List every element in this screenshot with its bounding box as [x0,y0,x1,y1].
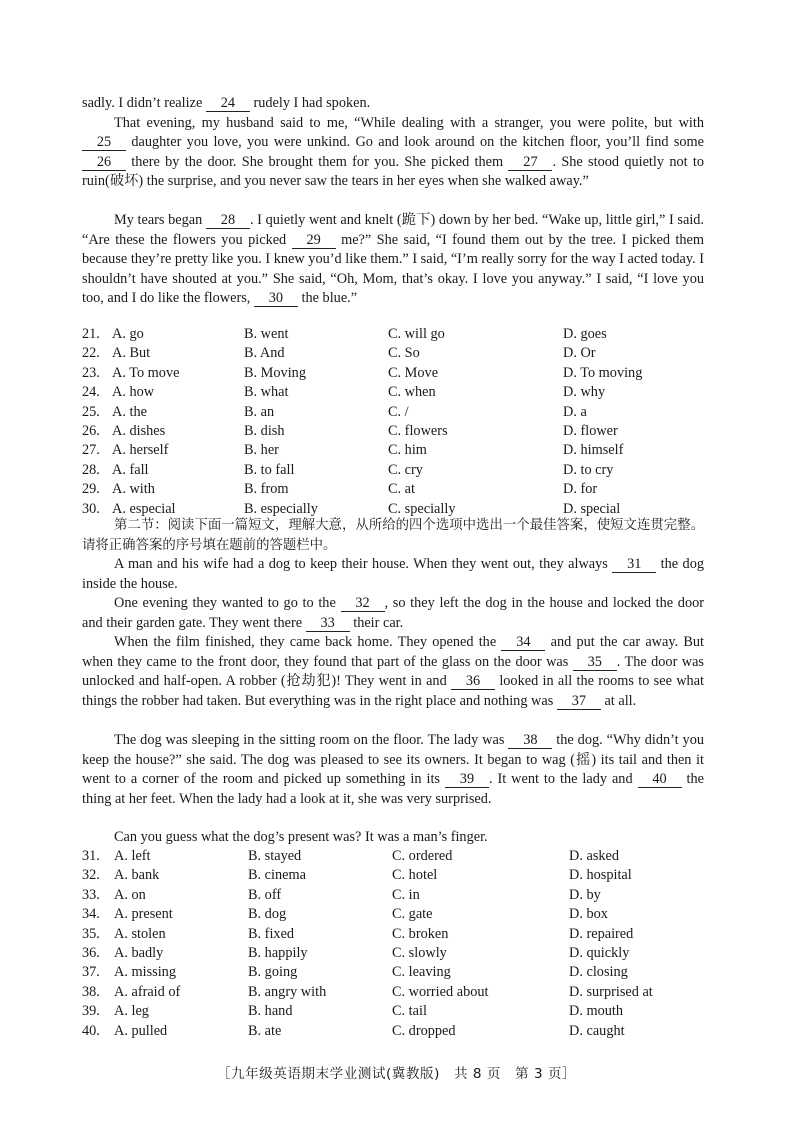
option-b[interactable]: B. from [244,481,289,498]
option-a[interactable]: A. left [114,848,151,864]
option-row-21 [82,325,722,344]
option-c[interactable]: C. in [392,886,420,903]
blank-24[interactable]: 24 [206,96,250,112]
passage1-paragraph-2 [82,114,704,192]
options-31-40 [82,847,722,1041]
blank-27[interactable]: 27 [508,155,552,171]
option-c[interactable]: C. ordered [392,848,453,864]
option-d[interactable]: D. To moving [563,364,643,381]
option-c[interactable]: C. worried about [392,983,489,1000]
question-number: 36. [82,944,100,961]
option-b[interactable]: B. And [244,345,285,362]
option-b[interactable]: B. angry with [248,983,327,1000]
option-c[interactable]: C. will go [388,326,445,342]
question-number: 27. [82,442,100,459]
text: . It went to the lady and [488,771,633,787]
blank-36[interactable]: 36 [451,674,495,690]
option-d[interactable]: D. caught [569,1022,625,1039]
option-row-25 [82,403,722,422]
question-number: 28. [82,461,100,478]
text: the dog inside the house. [82,556,704,592]
option-a[interactable]: A. with [112,481,155,498]
option-c[interactable]: C. at [388,481,416,498]
option-a[interactable]: A. To move [112,364,180,381]
option-c[interactable]: C. broken [392,925,449,942]
option-c[interactable]: C. tail [392,1003,427,1020]
option-c[interactable]: C. flowers [388,422,448,439]
option-a[interactable]: A. herself [112,442,169,459]
text: daughter you love, you were unkind. Go and look around on the kitchen floor, you’ll find some [131,134,704,150]
option-d[interactable]: D. repaired [569,925,634,942]
option-row-28 [82,461,722,480]
option-a[interactable]: A. go [112,326,144,342]
blank-35[interactable]: 35 [573,655,617,671]
question-number: 33. [82,886,100,903]
option-c[interactable]: C. slowly [392,944,447,961]
option-c[interactable]: C. dropped [392,1022,456,1039]
option-d[interactable]: D. hospital [569,867,632,884]
option-row-34 [82,905,722,924]
option-b[interactable]: B. going [248,964,298,981]
option-b[interactable]: B. off [248,886,282,903]
text: the dog. “Why didn’t you keep the house?” she said. The dog was pleased to see its owners. It began to wag (摇) its tail and then it went to a corner of the room and picked up something in its [82,732,704,787]
option-a[interactable]: A. stolen [114,925,166,942]
option-d[interactable]: D. to cry [563,461,614,478]
option-d[interactable]: D. quickly [569,944,630,961]
option-d[interactable]: D. goes [563,326,607,342]
option-d[interactable]: D. box [569,906,608,923]
option-row-29 [82,480,722,499]
option-d[interactable]: D. himself [563,442,624,459]
blank-38[interactable]: 38 [508,733,552,749]
option-a[interactable]: A. missing [114,964,176,981]
question-number: 26. [82,422,100,439]
text: That evening, my husband said to me, “While dealing with a stranger, you were polite, but with [114,114,704,131]
blank-33[interactable]: 33 [306,616,350,632]
option-b[interactable]: B. what [244,384,289,401]
question-number: 21. [82,326,100,342]
option-d[interactable]: D. special [563,500,621,517]
text: there by the door. She brought them for you. She picked them [131,153,504,170]
text: rudely I had spoken. [253,95,371,111]
options-21-30 [82,325,722,519]
option-a[interactable]: A. how [112,384,155,401]
text: at all. [604,692,637,709]
text: and put the car away. But when they came to the front door, they found that part of the glass on the door was [82,634,704,670]
text: . I quietly went and knelt (跪下) down by her bed. “Wake up, little girl,” I said. “Are these the flowers you picked [82,212,705,248]
option-c[interactable]: C. Move [388,364,439,381]
passage2-paragraph-4 [82,731,704,809]
option-b[interactable]: B. fixed [248,925,295,942]
option-c[interactable]: C. gate [392,906,433,923]
passage2-paragraph-5 [82,828,704,848]
text: . She stood quietly not to ruin(破坏) the surprise, and you never saw the tears in her eyes when she walked away.” [82,153,704,189]
option-b[interactable]: B. to fall [244,461,295,478]
text: the thing at her feet. When the lady had a look at it, she was very surprised. [82,771,704,807]
passage2-paragraph-3 [82,633,704,711]
option-c[interactable]: C. leaving [392,964,451,981]
text: their car. [353,614,404,631]
passage2-paragraph-2 [82,594,704,633]
option-b[interactable]: B. cinema [248,867,306,884]
option-row-24 [82,383,722,402]
option-a[interactable]: A. afraid of [114,983,181,1000]
page-footer: ［九年级英语期末学业测试(冀教版) 共 8 页 第 3 页］ [216,1066,577,1082]
question-number: 37. [82,964,100,981]
option-d[interactable]: D. asked [569,848,620,864]
option-b[interactable]: B. went [244,326,289,342]
option-d[interactable]: D. flower [563,422,618,439]
option-c[interactable]: C. hotel [392,867,438,884]
option-d[interactable]: D. mouth [569,1003,624,1020]
option-row-33 [82,886,722,905]
option-c[interactable]: C. specially [388,500,456,517]
option-d[interactable]: D. for [563,481,598,498]
option-c[interactable]: C. cry [388,461,423,478]
blank-37[interactable]: 37 [557,694,601,710]
question-number: 40. [82,1022,100,1039]
option-b[interactable]: B. hand [248,1003,293,1020]
passage2-paragraph-1 [82,555,704,594]
question-number: 39. [82,1003,100,1020]
text: The dog was sleeping in the sitting room on the floor. The lady was [114,732,505,748]
option-row-39 [82,1002,722,1021]
passage1-paragraph-3 [82,211,704,309]
option-c[interactable]: C. So [388,345,420,362]
question-number: 22. [82,345,100,362]
option-b[interactable]: B. dish [244,422,285,439]
blank-29[interactable]: 29 [292,233,336,249]
option-row-36 [82,944,722,963]
blank-34[interactable]: 34 [501,635,545,651]
blank-40[interactable]: 40 [638,772,682,788]
option-a[interactable]: A. But [112,345,151,362]
passage1-paragraph-1 [82,94,704,114]
blank-30[interactable]: 30 [254,291,298,307]
option-a[interactable]: A. especial [112,500,176,517]
blank-32[interactable]: 32 [341,596,385,612]
option-row-38 [82,983,722,1002]
text: . The door was unlocked and half-open. A robber (抢劫犯)! They went in and [82,653,704,689]
option-b[interactable]: B. especially [244,500,318,517]
option-row-27 [82,441,722,460]
option-row-23 [82,364,722,383]
option-c[interactable]: C. when [388,384,436,401]
option-a[interactable]: A. fall [112,461,149,478]
option-a[interactable]: A. dishes [112,422,166,439]
question-number: 35. [82,925,100,942]
option-row-37 [82,963,722,982]
option-b[interactable]: B. an [244,403,275,420]
question-number: 24. [82,384,100,401]
option-b[interactable]: B. happily [248,944,308,961]
section-2-instruction: 第二节：阅读下面一篇短文，理解大意，从所给的四个选项中选出一个最佳答案，使短文连贯完整。请将正确答案的序号填在题前的答题栏中。 [82,518,704,553]
text: When the film finished, they came back home. They opened the [114,634,497,650]
text: , so they left the dog in the house and locked the door and their garden gate. They went there [82,595,705,631]
blank-26[interactable]: 26 [82,155,126,171]
option-a[interactable]: A. pulled [114,1022,168,1039]
option-b[interactable]: B. Moving [244,364,306,381]
text: One evening they wanted to go to the [114,595,336,611]
text: sadly. I didn’t realize [82,95,203,111]
option-d[interactable]: D. a [563,403,587,420]
option-row-31 [82,847,722,866]
blank-31[interactable]: 31 [612,557,656,573]
question-number: 38. [82,983,100,1000]
option-a[interactable]: A. the [112,403,147,420]
text: the blue.” [301,290,358,306]
option-b[interactable]: B. ate [248,1022,282,1039]
option-a[interactable]: A. leg [114,1003,149,1020]
question-number: 31. [82,848,100,864]
option-d[interactable]: D. why [563,384,606,401]
option-row-32 [82,866,722,885]
option-row-22 [82,344,722,363]
option-d[interactable]: D. by [569,886,601,903]
question-number: 34. [82,906,100,923]
option-b[interactable]: B. her [244,442,279,459]
option-d[interactable]: D. Or [563,345,596,362]
option-c[interactable]: C. him [388,442,427,459]
option-b[interactable]: B. stayed [248,848,302,864]
question-number: 29. [82,481,100,498]
option-row-35 [82,925,722,944]
option-b[interactable]: B. dog [248,906,287,923]
option-row-40 [82,1022,722,1041]
blank-28[interactable]: 28 [206,213,250,229]
text: A man and his wife had a dog to keep their house. When they went out, they always [114,556,608,572]
option-row-26 [82,422,722,441]
text: My tears began [114,212,203,228]
question-number: 25. [82,403,100,420]
option-a[interactable]: A. on [114,886,146,903]
option-c[interactable]: C. / [388,403,409,420]
question-number: 23. [82,364,100,381]
question-number: 30. [82,500,100,517]
blank-39[interactable]: 39 [445,772,489,788]
text: Can you guess what the dog’s present was? It was a man’s finger. [114,829,488,845]
option-d[interactable]: D. closing [569,964,628,981]
text: looked in all the rooms to see what things the robber had taken. But everything was in the right place and nothing was [82,673,705,709]
question-number: 32. [82,867,100,884]
option-a[interactable]: A. bank [114,867,160,884]
option-a[interactable]: A. present [114,906,173,923]
option-a[interactable]: A. badly [114,944,164,961]
blank-25[interactable]: 25 [82,135,126,151]
option-d[interactable]: D. surprised at [569,983,653,1000]
text: me?” She said, “I found them out by the tree. I picked them because they’re pretty like you. I knew you’d like them.” I said, “I’m really sorry for the way I acted today. I shouldn’t have shouted at you.” She said, “Oh, Mom, that’s okay. I love you anyway.” I said, “I love you too, and I do like the flowers, [82,231,705,306]
